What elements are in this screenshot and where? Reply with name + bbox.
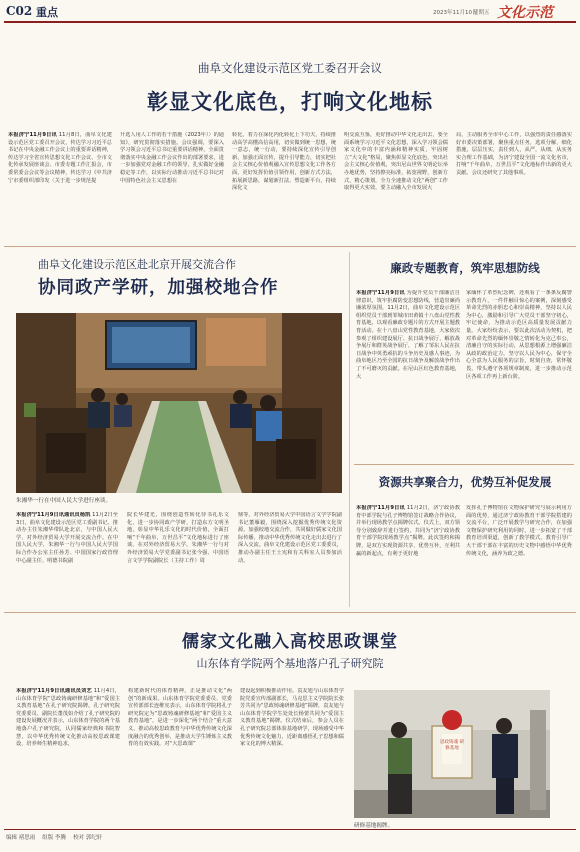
footer-credits [6, 833, 102, 841]
article3-text-1: 为提升党员干部廉洁自律意识，筑牢拒腐防变思想防线，营造崇廉尚廉浓厚氛围，11月2日，曲阜文化建设示范区组织党员干部到邹城市田黄镇十八盘山党性教育基地，以观看廉政专题片的方式开展主题教育活动。在十八盘山党性教育基地，大家依次参观了组织建设展厅、抗日战争展厅、解放战争展厅和群英战争展厅，了解了邹东人民在抗日战争中英勇顽抗的斗争历史及感人事迹，为曲阜地区乃至全国的抗日战争及解放战争作出了不可磨灭的贡献。在尼山区红色教育基地，大 [356, 290, 460, 380]
article2-col-1 [16, 512, 118, 610]
article3-col-1 [356, 290, 460, 460]
article5-photo-caption: 研修基地揭牌。 [354, 823, 394, 829]
article4-byline: 本报济宁11月9日讯 [356, 505, 405, 511]
issue-date: 2023年11月10日 [433, 10, 478, 16]
footer-rule [4, 829, 576, 830]
article2-col-3 [238, 512, 342, 610]
page-number: C02 [6, 4, 33, 18]
plaque-ceremony-image [354, 690, 550, 818]
article5-text-2: 构建新时代的体育精神，正是推动文化“两创”的新成果。山东体育学院党委委员、党委宣传部部长连维宪表示，山东体育学院将孔子研究院定为“思政铸魂研修基地”和“爱国主义教育基地”，是进一步深化“两个结合”重大意义，推动高校思政教育与中华优秀传统文化深度融合的优秀创举，是推动大学生锤炼主义教育的有效实践，对“大思政课” [128, 688, 232, 748]
column-divider [349, 252, 350, 607]
article4-text-1: 11月2日，济宁政协教育中部学院与孔子博物馆签订战略合作协议，并举行现场教学点揭牌仪式。仪式上，双方领导分别致辞并进行签约，共同为“济宁政协教育干部学院现场教学点”揭牌。此次签约和揭牌，是双方实现资源共享、优势互补，互利共赢的新起点，有利于更好地 [356, 505, 460, 557]
article1-col-2 [120, 132, 224, 242]
article1-text-4: 明交流互鉴，更好推动中华文化走出去，要全面系统学习习近平文化思想，深入学习领会儒家文化中的丰富内涵和精神实质，牢固树立“大文化”格局，聚焦彰显文化底色，突出社会主义核心价值观，突出尼山世界文明论坛举办地优势，坚持擦亮标准，拓宽视野，创新方式，精心策划，全力全速推动文化“两创”工作取得更大实效，要主动融入全市发展大 [344, 132, 448, 192]
article1-col-4 [344, 132, 448, 242]
article1-headline: 彰显文化底色，打响文化地标 [147, 89, 433, 114]
article4-col-1 [356, 505, 460, 605]
article1-text-1: 11月8日，曲阜文化建设示范区党工委召开会议，传达学习习近平总书记在中央金融工作会议上的重要讲话精神，传达学习全省宣传思想文化工作会议、全市文化传承发展座谈会、市委专题工作汇报会，市委常委会会议等会议精神，传达学习《中共济宁市委组织部印发〈关于进一步规范提 [8, 132, 112, 184]
article2-byline: 本报济宁11月9日讯通讯员杨凯 [16, 512, 91, 518]
issue-weekday: 星期五 [473, 10, 490, 16]
footer-editor-label: 编辑 [6, 835, 18, 841]
article1-text-3: 转化，着力在深化内化转化上下功夫，持续推动高学高懂高信高用，切实做到统一思想，统一意志，统一行动，要持续深化宣传引导创新，加强正面宣传，提升引导能力，切实把社会主义核心价值观融入宣传思想文化工作各方面，更好发挥价值引领作用，创新方式方法，拓展新思路，谋划新打法，塑造新平台，持续深化文 [232, 132, 336, 192]
article3-byline: 本报济宁11月9日讯 [356, 290, 405, 296]
meeting-room-image [16, 313, 342, 493]
section-divider-1 [4, 246, 576, 247]
article3-text-2: 家缅怀了革烈纪念碑，还观看了一条条反腐警示教育片，一件件触目惊心的案例，深刻感受革命先烈的赤胆忠心和崇高精神，坚持以人民为中心，激励和引导广大党员干部坚守初心，牢记使命，为推动示范区高质量发展贡献力量。大家纷纷表示，要以此次活动为契机，把对革命先烈的缅怀崇敬之情转化为克己奉公，清廉自守的实际行动，从思想根源上增强廉洁从政的政治定力，坚守以人民为中心，保守全心全意为人民服务的宗旨，时刻自查，常怀敬畏，带头遵守各项规章制度，进一步推动示范区各项工作再上新台阶。 [466, 290, 572, 380]
article2-col-2 [127, 512, 229, 610]
article5-subhead: 山东体育学院两个基地落户孔子研究院 [196, 657, 384, 670]
footer-proof: 郭纪轩 [85, 835, 103, 841]
section-divider-3 [4, 612, 576, 613]
article4-col-2 [466, 505, 572, 605]
article1-col-1 [8, 132, 112, 242]
article1-col-3 [232, 132, 336, 242]
article3-col-2 [466, 290, 572, 460]
article3-headline: 廉政专题教育，筑牢思想防线 [390, 261, 540, 275]
meeting-photo [16, 313, 342, 493]
article2-text-1: 11月2日至3日，曲阜文化建设示范区党工委副书记、推动办主任朱湘华带队赴北京，与中国人民大学、对外经济贸易大学开展交流合作。在中国人民大学，朱湘华一行与中国人民大学国际合作办公室主任孙芳、中国国家行政管理中心副主任、明德书院副 [16, 512, 118, 564]
article5-col-2 [128, 688, 232, 820]
footer-proof-label: 校对 [73, 835, 85, 841]
masthead-logo: 文化示范 [497, 5, 553, 21]
section-name: 重点 [36, 6, 58, 19]
article5-col-3 [240, 688, 344, 820]
article1-text-5: 局，主动服务全市中心工作，以强烈的责任感落实好市委决策部署，聚焦重点任务，选项分解，细化措施，层层压实，责任到人，从严，从细，从实务实合理工作基础，为济宁建设全国一流文化名市，打响“千年曲阜，万世昌平”文化地标作出新的更大贡献。会议还研究了其他事项。 [456, 132, 572, 176]
plaque-text: 思政铸魂 研修基地 [440, 740, 464, 751]
article5-text-3: 建设起到积极推动作用。袁友旭与山东体育学院党委宣传部副部长，马克思主义学院院长张芳共同为“思政铸魂研修基地”揭牌，袁友旭与山东体育学院学生处处长杨蕾共同为“爱国主义教育基地”揭牌。仪式结束后，参会人员在孔子研究院总部体验基地研学，现场感受中华优秀传统文化魅力，近距离感悟孔子思想和儒家文化的博大精深。 [240, 688, 344, 748]
article5-text-1: 11月4日，山东体育学院“思政铸魂研修基地”和“爱国主义教育基地”在孔子研究院揭牌。孔子研究院党委委员、副院长董茂如介绍了孔子研究院的建设发展概况并表示，山东体育学院的两个基地落户孔子研究院，认同儒家经典和书院智慧，以中华优秀传统文化推动高校思政课建设，培养师生精神追求， [16, 688, 120, 748]
footer-editor: 褚思雨 [18, 835, 36, 841]
footer-design-label: 组版 [42, 835, 54, 841]
article2-headline: 协同政产学研，加强校地合作 [38, 278, 279, 298]
article1-col-5 [456, 132, 572, 242]
plaque-photo [354, 690, 550, 818]
article1-text-2: 升选人用人工作的若干措施（2023年）〉的通知》，研究贯彻落实措施。会议强调，要深入学习领会习近平总书记重要讲话精神，全面贯彻落实中央金融工作会议作出的部署要求，进一步加强党对金融工作的领导，扎实做好金融稳定等工作，以实际行动推动习近平总书记对中国特色社会主义思想在 [120, 132, 224, 184]
article5-byline: 本报济宁11月9日讯通讯员刘艺 [16, 688, 92, 694]
article2-photo-caption: 朱湘华一行在中国人民大学进行座谈。 [16, 498, 112, 504]
article5-col-1 [16, 688, 120, 820]
article1-byline: 本报济宁11月9日讯 [8, 132, 57, 138]
article4-text-2: 发挥孔子博物馆在文物保护研究与展示利用方面的优势，通过济宁政协教育干部学院搭建的交流平台，广泛开展教学与研究合作，在加强文物保护研究利用的同时，进一步拓宽了干部教育培训渠道，创新了教学模式，教育引导广大干部干部在丰富的历史文物中感悟中华优秀传统文化，涵养为政之德。 [466, 505, 572, 557]
section-divider-2 [354, 464, 574, 465]
masthead [0, 0, 580, 22]
article2-text-2: 院长华建光，围绕创造性转化待书礼乐文化，进一步协同政产学研，打造东方文明圣地，彰显中华礼乐文化的时代价值，全面打响“千年曲阜，万世昌平”文化地标进行了座谈。在对外经济贸易大学，朱湘华一行与对外经济贸易大学党委副书记张今强、中国语言文学学院副院长（主持工作）周 [127, 512, 229, 564]
masthead-rule [4, 21, 576, 23]
article2-kicker: 曲阜文化建设示范区赴北京开展交流合作 [38, 258, 236, 271]
footer-design: 李腾 [55, 835, 67, 841]
article1-kicker: 曲阜文化建设示范区党工委召开会议 [198, 61, 382, 75]
article2-text-3: 鼎等，对外经济贸易大学中国语言文学学院副书记董雁毅，围绕深入挖掘优秀传统文化资源，加强校地交流合作，共同做好儒家文化国际传播，推动中华优秀传统文化走出去进行了深入交流。曲阜文化建设示范区党工委委员，推动办副主任王士宪和有关科室人员参加活动。 [238, 512, 342, 564]
article4-headline: 资源共享聚合力，优势互补促发展 [378, 475, 552, 489]
article5-headline: 儒家文化融入高校思政课堂 [182, 632, 398, 652]
